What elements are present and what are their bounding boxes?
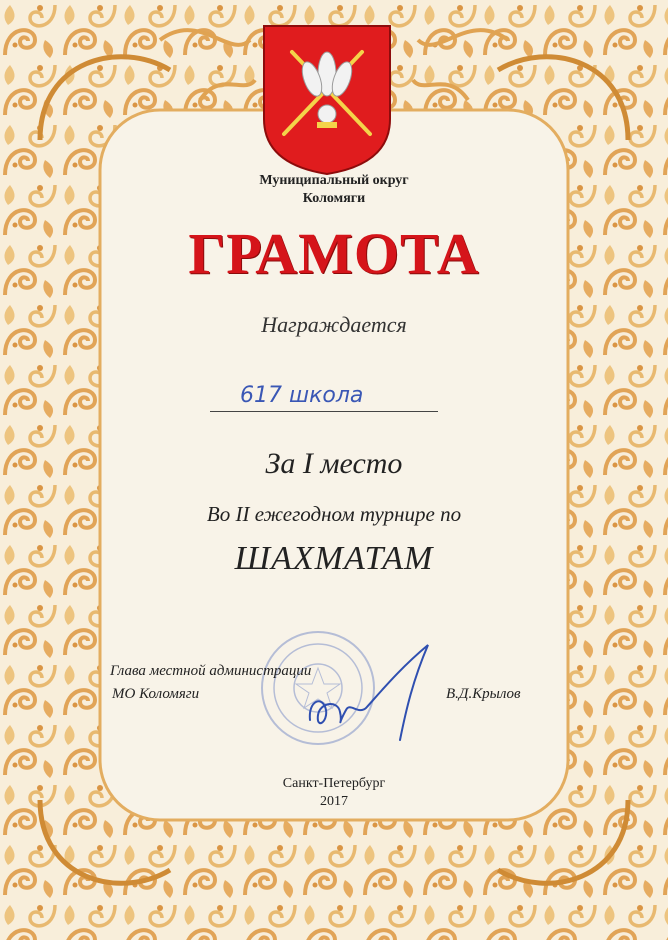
tournament-text: Во II ежегодном турнире по	[206, 502, 462, 526]
awarded-label: Награждается	[261, 312, 407, 337]
recipient-underline	[210, 411, 438, 412]
discipline-text: ШАХМАТАМ	[234, 540, 434, 577]
coat-of-arms-icon	[262, 24, 392, 176]
place-text: За I место	[265, 447, 403, 480]
signatory-position-line1: Глава местной администрации	[110, 663, 312, 679]
signatory-name: В.Д.Крылов	[446, 686, 521, 702]
recipient-handwritten: 617 школа	[240, 383, 364, 408]
year-text: 2017	[320, 794, 348, 809]
organization-line1: Муниципальный округ	[259, 173, 409, 188]
organization-line2: Коломяги	[302, 191, 366, 206]
certificate-title: ГРАМОТА	[188, 221, 480, 286]
city-text: Санкт-Петербург	[282, 776, 386, 791]
signature-icon	[288, 640, 448, 750]
signatory-position-line2: МО Коломяги	[112, 686, 200, 702]
